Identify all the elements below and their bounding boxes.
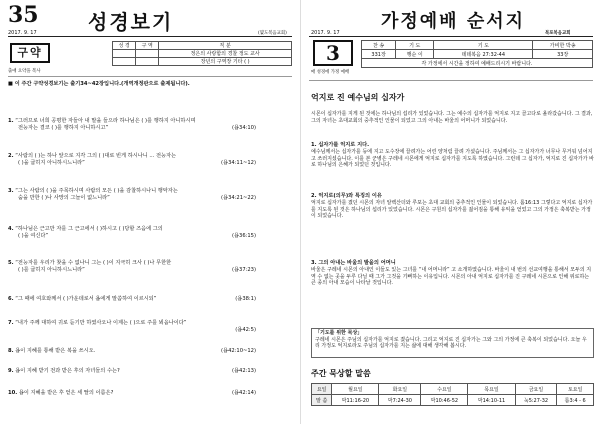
order-cell: 데데복음 27:32-44	[434, 50, 533, 59]
section-heading: 1. 십자가를 억지로 지다.	[311, 142, 370, 148]
section-body: 바울은 구레네 시몬의 아내인 이들도 있는 그녀를 “내 어머니라” 고 소개하였습니다. 바울이 내 번의 선교여행을 통해서 모두의 지역 수 없는 곳을 두루 다닐 때 그가 그것을 기뻐하는 이유입니다. 시몬의 아내 억지로 십자가를 진 구레네 시몬으로 인해 위로하는 큰 종의 아내 모습이 나타날 것입니다.	[311, 266, 592, 287]
notice: 각 가정에서 시간을 정하여 예배드리시기 바랍니다.	[362, 59, 593, 68]
day-header: 요일	[312, 384, 332, 395]
section-heading: 2. 억지로(의무)와 특징의 이유	[311, 193, 382, 199]
schedule-header: 성 경	[113, 42, 136, 50]
order-cell: 33장	[533, 50, 593, 59]
day-header: 목요일	[468, 384, 515, 395]
instruction: ■ 이 주간 구약성경보기는 출기34~42장입니다.(개역개정판으로 출제됩니다).	[8, 81, 190, 87]
order-header: 가비한 박송	[533, 41, 593, 50]
schedule-table	[112, 41, 292, 66]
verse-cell: 말 씀	[312, 395, 332, 406]
prayer-title: 「기도를 위한 묵상」	[315, 330, 363, 336]
article-section	[311, 260, 595, 287]
question-item: 7. “내가 주께 대하여 귀로 듣기만 하였사오나 이제는 ( )으로 주를 뵈옵나이다” (욥42:5)	[8, 320, 256, 334]
article-section	[311, 142, 595, 169]
day-header: 금요일	[515, 384, 557, 395]
verse-cell: 막11:16-20	[332, 395, 379, 406]
schedule-header: 구 역	[136, 42, 159, 50]
day-header: 월요일	[332, 384, 379, 395]
section-heading: 3. 그의 아내는 바울의 발을의 어머니	[311, 260, 396, 266]
schedule-cell: 정은의 사랑함의 경찰 정도 교사	[159, 50, 292, 58]
date: 2017. 9. 17	[8, 30, 37, 36]
prayer-body: 구레네 시몬은 주님의 십자가를 억지로 졌습니다. 그리고 억지로 진 십자가는 그와 그의 가정에 큰 축복이 되었습니다. 오늘 우리 가정도 억지로라도 주님의 십자가를 지는 삶에 대해 생각해 봅시다.	[315, 336, 587, 350]
church-name: 북포복음교회	[545, 31, 571, 36]
schedule-header: 직 분	[159, 42, 292, 50]
question-item: 5. “전능자를 우리가 찾을 수 없나니 그는 ( )이 지극히 크사 ( )나 무한한 ( )를 굽히지 아니하시느니라” (욥37:23)	[8, 260, 256, 274]
verse-cell: 막10:46-52	[421, 395, 468, 406]
question-item: 4. “하나님은 근고만 자를 그 근고에서 ( )하시고 ( )당할 즈음에 그의 ( )을 여신다” (욥36:15)	[8, 226, 256, 240]
issue-caption: 매 성경에 가정 예배	[311, 70, 350, 75]
order-header: 기 도	[434, 41, 533, 50]
prayer-box	[311, 328, 594, 358]
verse-cell: 막14:10-11	[468, 395, 515, 406]
question-item: 8. 욥이 지혜를 통해 받은 복을 쓰시오. (욥42:10~12)	[8, 348, 256, 354]
page-title: 가정예배 순서지	[381, 11, 525, 32]
church-tag: (몇도복음교회)	[258, 31, 287, 36]
order-header: 찬 송	[362, 41, 396, 50]
order-header: 기 도	[396, 41, 434, 50]
verse-cell: 눅5:27-32	[515, 395, 557, 406]
worship-order-table	[361, 40, 593, 68]
question-item: 6. “그 때에 여호와께서 ( )가운데로서 욥에게 말씀하여 이르시되” (욥38:1)	[8, 296, 256, 302]
day-header: 화요일	[379, 384, 421, 395]
divider	[8, 76, 292, 77]
order-cell: 행순 이	[396, 50, 434, 59]
article-section	[311, 193, 595, 220]
schedule-cell: 장년의 구역장 기타 ( )	[159, 58, 292, 66]
divider	[309, 36, 593, 37]
page-title: 성경보기	[88, 10, 174, 34]
weekly-verses-title: 주간 묵상할 말씀	[311, 368, 371, 378]
order-cell: 331장	[362, 50, 396, 59]
divider	[309, 80, 593, 81]
day-header: 수요일	[421, 384, 468, 395]
divider	[8, 36, 292, 37]
question-item: 1. “그러므로 너희 공평한 자들아 내 말을 들으라 하나님은 ( )를 행하지 아니하시며 전능자는 결코 ( )를 행하지 아니하시고” (욥34:10)	[8, 118, 256, 132]
verse-cell: 막7:24-30	[379, 395, 421, 406]
day-header: 토요일	[557, 384, 594, 395]
question-item: 3. “그는 사람의 ( )을 주목하시며 사람의 모든 ( )을 감찰하시나니 행악자는 숨을 만한 ( )나 사망의 그늘이 없느니라” (욥34:21~22)	[8, 188, 256, 202]
section-body: 예수님께서는 십자가를 등에 지고 도수장에 끌려가는 어린 양처럼 끌려 가셨습니다. 주님께서는 그 십자가가 너무나 무거워 넘어지고 쓰러지셨습니다. 이를 본 군병은 구레네 시몬에게 억지로 십자가를 지도록 하였습니다. 그런데 그 십자가, 억지로 진 십자가가 바로 하나님의 은혜가 되었던 것입니다.	[311, 148, 594, 169]
article-title: 억지로 진 예수님의 십자가	[311, 92, 405, 102]
article-intro: 시몬이 십자가를 지게 된 것에는 하나님의 섭리가 있었습니다. 그는 예수의 십자가를 억지로 지고 골고다로 올라갔습니다. 그 결과, 그의 자녀는 초대교회의 중추적인 인물이 되었고 그의 아내는 바울의 어머니가 되었습니다.	[311, 111, 593, 124]
question-item: 9. 욥이 지혜 받기 전과 받은 후의 자녀들의 수는? (욥42:13)	[8, 368, 256, 374]
section-body: 억지로 십자가를 졌던 시몬의 자녀 알렉산더와 루포는 초대 교회의 중추적인 인물이 되었습니다. 롬16:13 그렇다고 억지로 십자가를 지도록 된 것은 하나님의 섭리가 있었습니다. 시몬은 구원의 십자가를 짊어짐을 통해 유익을 얻었고 그의 가정은 축복받는 가정이 되었습니다.	[311, 199, 593, 220]
badge-caption: 출애 요약을 복사	[8, 69, 41, 74]
date: 2017. 9. 17	[311, 30, 340, 36]
question-item: 10. 욥이 지혜을 받은 후 얻은 세 딸의 이름은? (욥42:14)	[8, 390, 256, 396]
section-badge: 구약	[10, 43, 50, 63]
question-item: 2. “사람의 ( )는 하나 앞으로 지각 그의 ( )대로 빈게 하시나니 ... 전능자는 ( )을 굽히지 아니하시느니라” (욥34:11~12)	[8, 153, 256, 167]
issue-number: 35	[8, 2, 39, 28]
verse-cell: 롬3:4 - 6	[557, 395, 594, 406]
issue-number: 3	[313, 40, 353, 66]
weekly-verses-table	[311, 383, 594, 406]
